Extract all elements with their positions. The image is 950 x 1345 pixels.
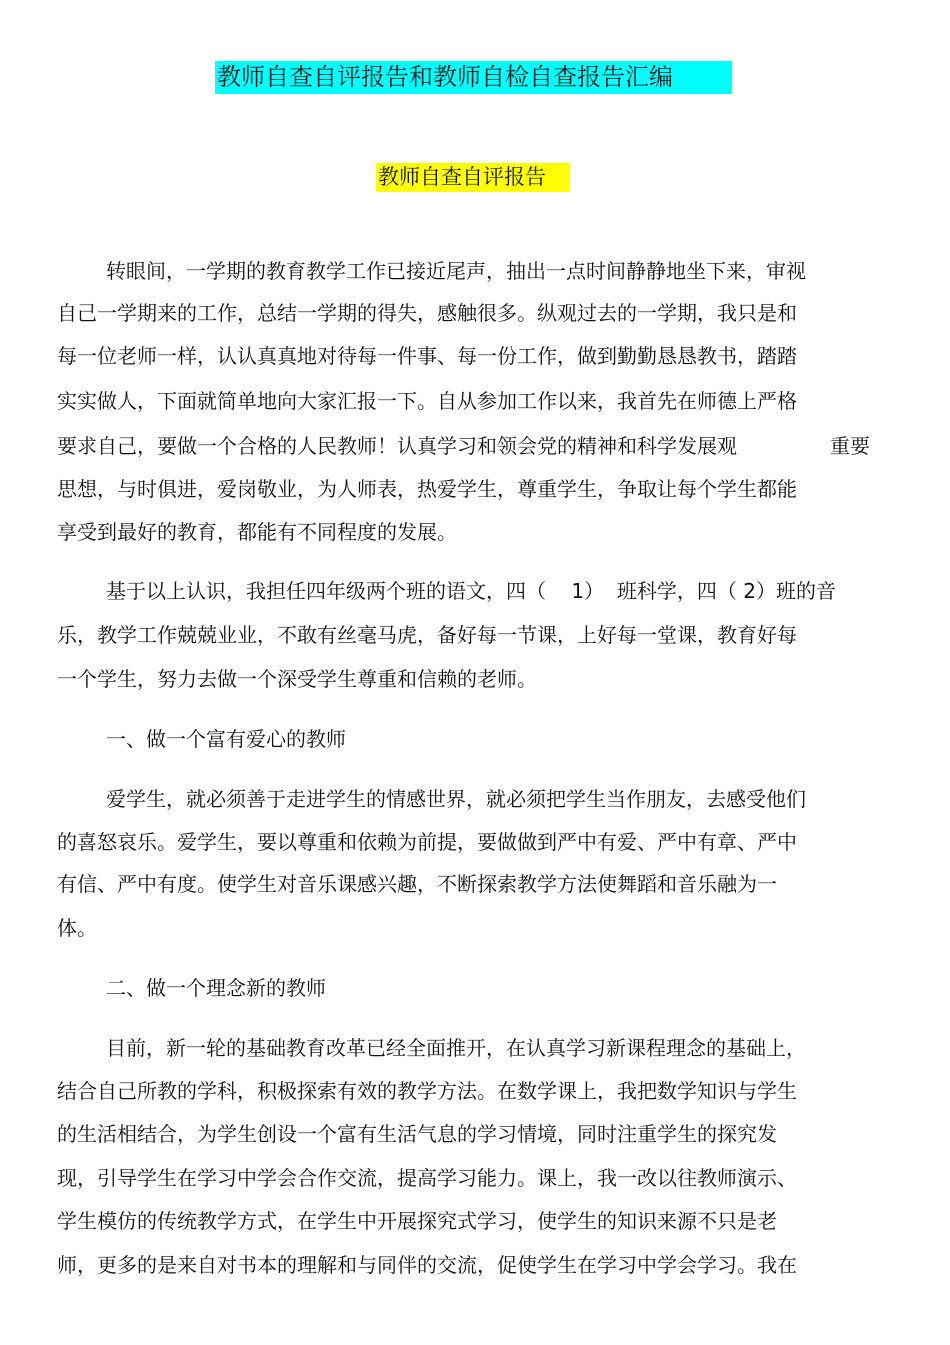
- text-line: 的生活相结合，为学生创设一个富有生活气息的学习情境，同时注重学生的探究发: [57, 1122, 777, 1146]
- text-line: 目前，新一轮的基础教育改革已经全面推开，在认真学习新课程理念的基础上，: [106, 1036, 806, 1060]
- text-line: 一个学生，努力去做一个深受学生尊重和信赖的老师。: [57, 667, 537, 691]
- text-line: 享受到最好的教育，都能有不同程度的发展。: [57, 520, 457, 544]
- text-line: 有信、严中有度。使学生对音乐课感兴趣，不断探索教学方法使舞蹈和音乐融为一: [57, 872, 777, 896]
- text-line: 现，引导学生在学习中学会合作交流，提高学习能力。课上，我一改以往教师演示、: [57, 1166, 797, 1190]
- main-title: 教师自查自评报告和教师自检自查报告汇编: [215, 61, 732, 94]
- sub-title: 教师自查自评报告: [376, 163, 570, 192]
- text-line: 爱学生，就必须善于走进学生的情感世界，就必须把学生当作朋友，去感受他们: [106, 787, 806, 811]
- text-line: 体。: [57, 916, 97, 940]
- text-line: 自己一学期来的工作，总结一学期的得失，感触很多。纵观过去的一学期，我只是和: [57, 301, 797, 325]
- section-heading-1: 一、做一个富有爱心的教师: [106, 727, 346, 751]
- text-line: 学生模仿的传统教学方式，在学生中开展探究式学习，使学生的知识来源不只是老: [57, 1209, 777, 1233]
- text-line: 转眼间，一学期的教育教学工作已接近尾声，抽出一点时间静静地坐下来，审视: [106, 259, 806, 283]
- text-line: 实实做人，下面就简单地向大家汇报一下。自从参加工作以来，我首先在师德上严格: [57, 389, 797, 413]
- text-line: 师，更多的是来自对书本的理解和与同伴的交流，促使学生在学习中学会学习。我在: [57, 1253, 797, 1277]
- text-line: 乐，教学工作兢兢业业，不敢有丝毫马虎，备好每一节课，上好每一堂课，教育好每: [57, 623, 797, 647]
- text-line: 的喜怒哀乐。爱学生，要以尊重和依赖为前提，要做做到严中有爱、严中有章、严中: [57, 830, 797, 854]
- text-line: 思想，与时俱进，爱岗敬业，为人师表，热爱学生，尊重学生，争取让每个学生都能: [57, 477, 797, 501]
- text-line-tail: 重要: [830, 434, 870, 458]
- text-line: 每一位老师一样，认认真真地对待每一件事、每一份工作，做到勤勤恳恳教书，踏踏: [57, 344, 797, 368]
- text-line: 基于以上认识，我担任四年级两个班的语文，四（ 1） 班科学，四（ 2）班的音: [106, 579, 836, 603]
- text-line: 结合自己所教的学科，积极探索有效的教学方法。在数学课上，我把数学知识与学生: [57, 1079, 797, 1103]
- section-heading-2: 二、做一个理念新的教师: [106, 976, 326, 1000]
- text-line: 要求自己，要做一个合格的人民教师！认真学习和领会党的精神和科学发展观: [57, 434, 737, 458]
